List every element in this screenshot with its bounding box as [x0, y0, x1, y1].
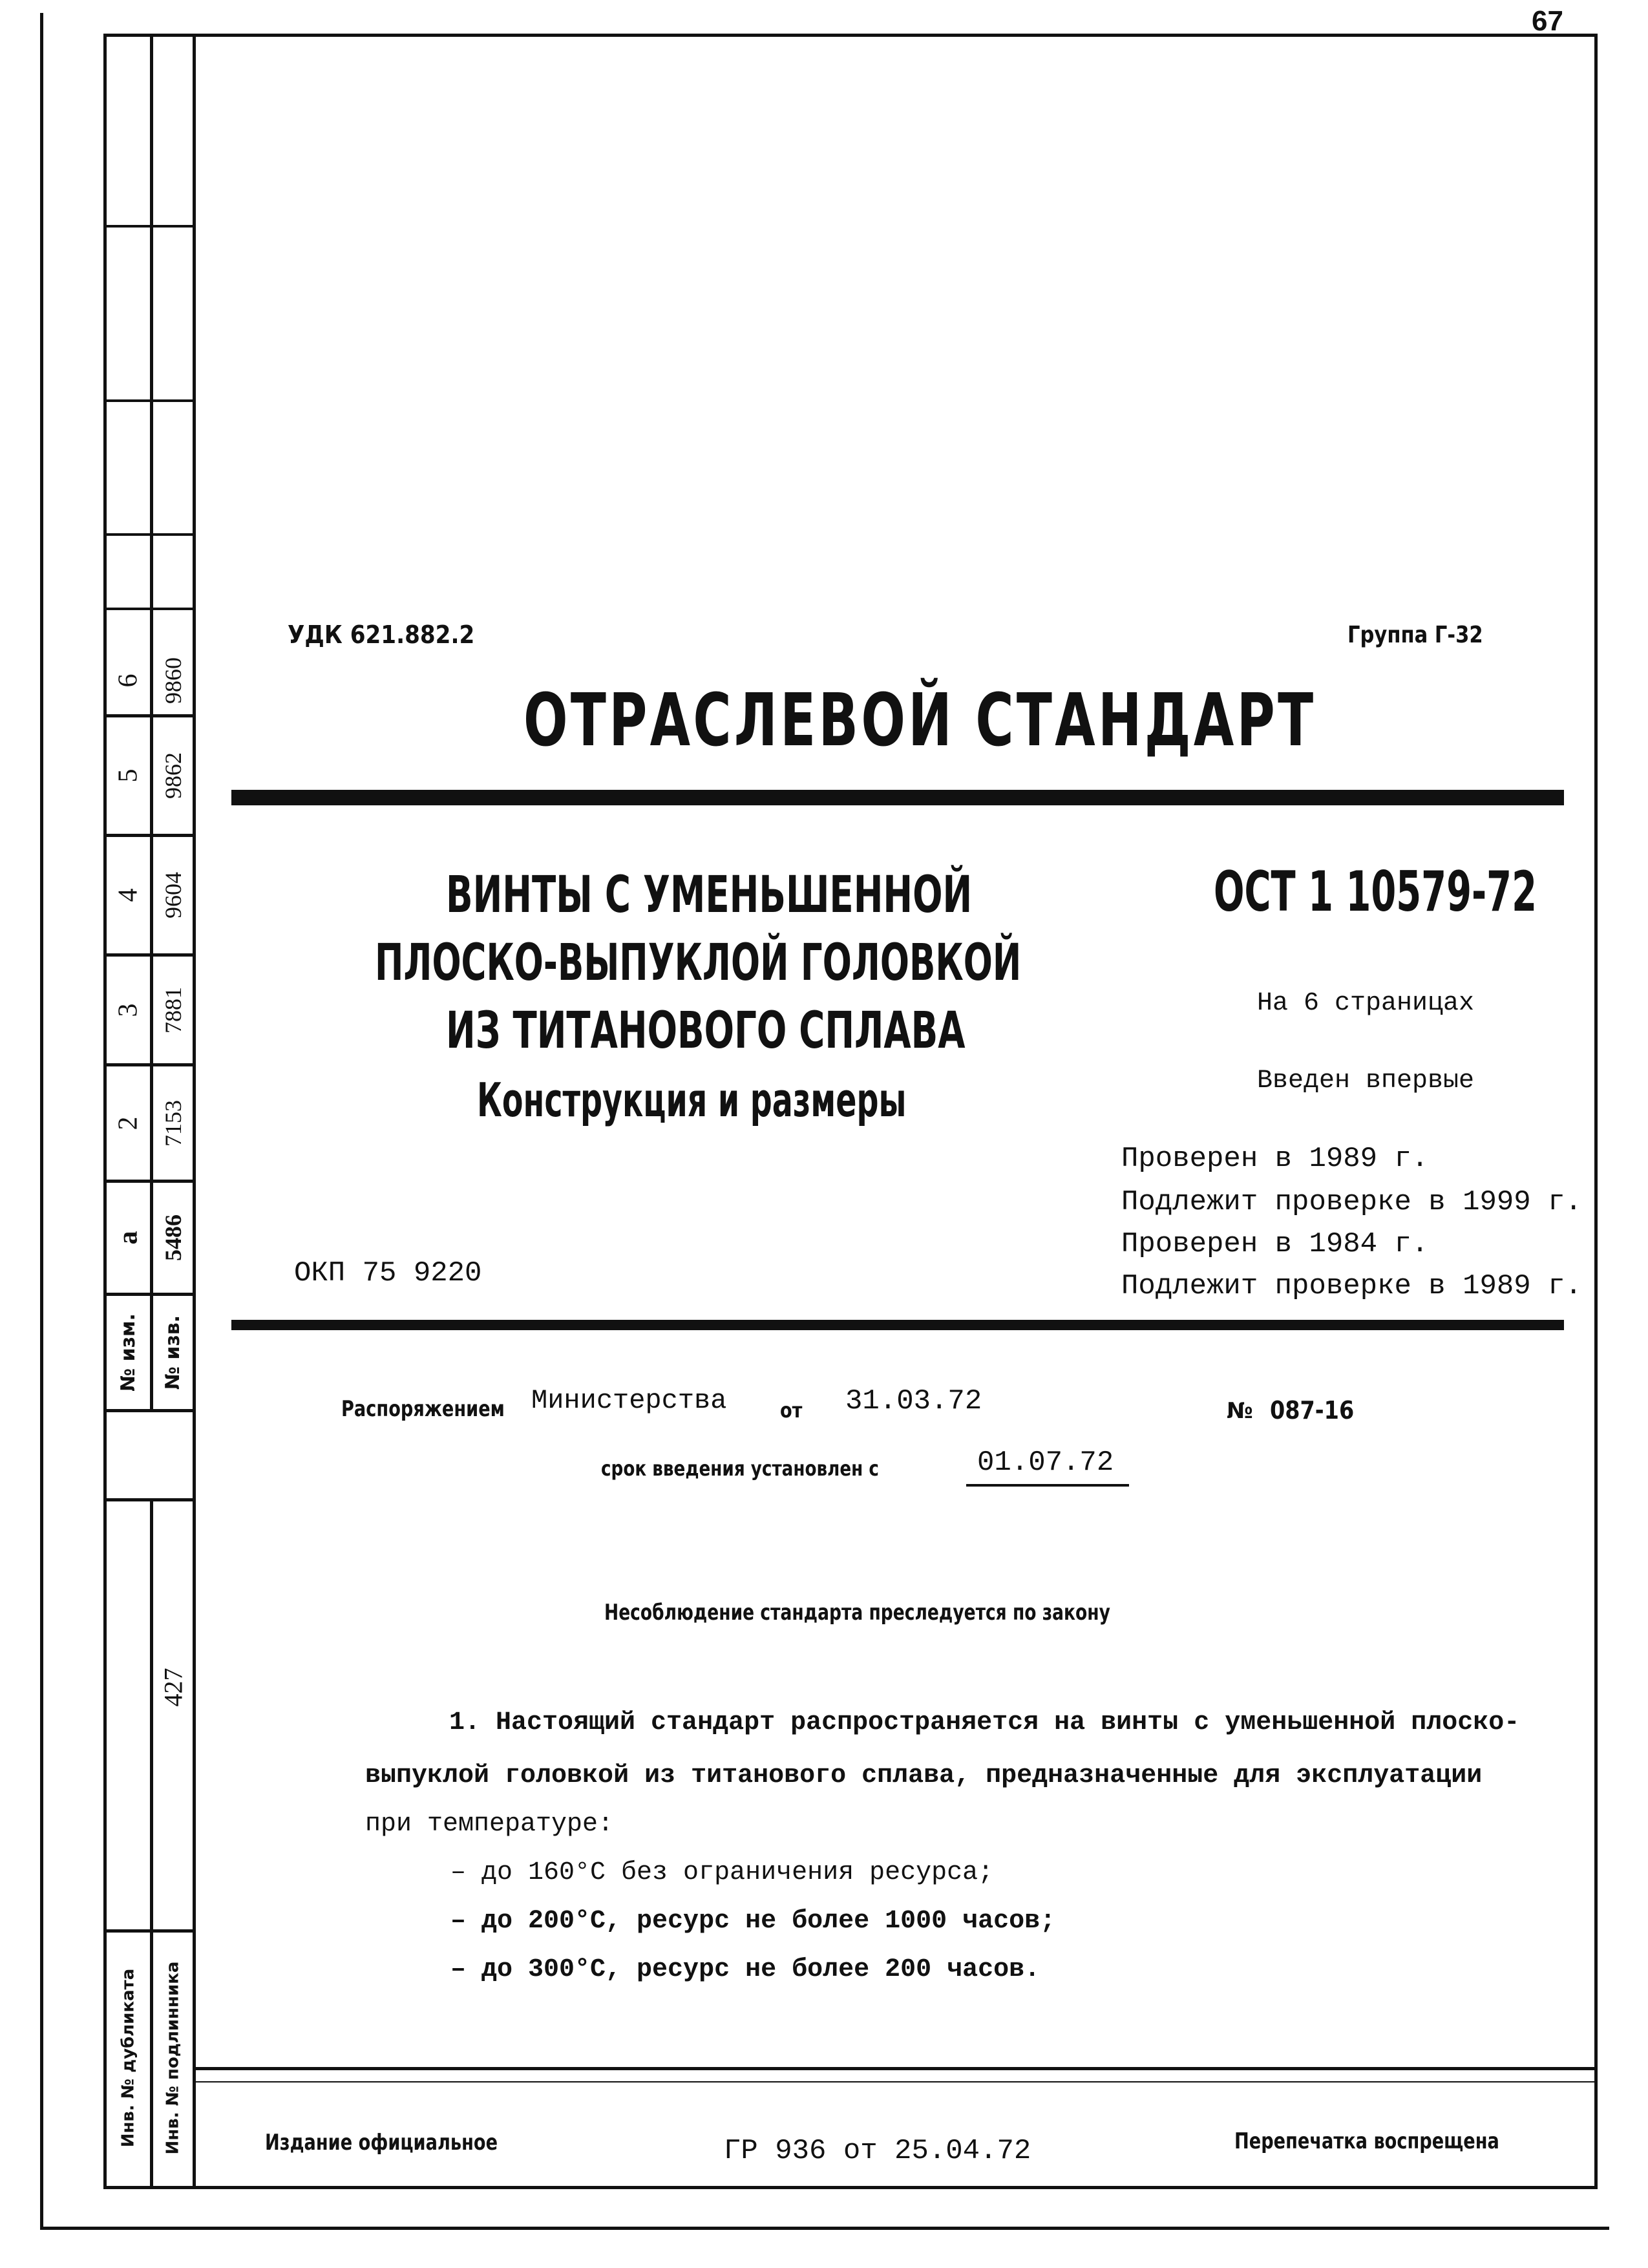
duplicate-inventory-label: Инв. № дубликата: [118, 1968, 138, 2147]
order-number-label: №: [1227, 1398, 1253, 1424]
strip-row-line: [103, 1498, 194, 1501]
notice-number-cell: 9860: [160, 657, 186, 704]
notice-number-cell: 9862: [160, 752, 186, 799]
original-inventory-value: 427: [158, 1668, 187, 1706]
revision-number-cell: 3: [113, 1003, 143, 1017]
footer-rule-thin: [193, 2081, 1595, 2083]
term-date: 01.07.72: [977, 1447, 1114, 1479]
product-name-line-2: ПЛОСКО-ВЫПУКЛОЙ ГОЛОВКОЙ: [375, 934, 1022, 992]
notice-number-cell: 9604: [160, 872, 186, 918]
term-label: срок введения установлен с: [601, 1456, 879, 1481]
document-title: ОТРАСЛЕВОЙ СТАНДАРТ: [523, 679, 1316, 763]
scope-paragraph-line-1: 1. Настоящий стандарт распространяется на винты с уменьшенной плоско-: [449, 1708, 1520, 1737]
revision-number-cell: 4: [113, 888, 143, 902]
left-outer-border: [40, 13, 43, 2230]
order-date: 31.03.72: [845, 1385, 982, 1417]
strip-row-line: [103, 608, 194, 610]
legal-warning: Несоблюдение стандарта преследуется по закону: [604, 1600, 1110, 1626]
check-line: Проверен в 1984 г.: [1121, 1228, 1429, 1260]
page-count: На 6 страницах: [1257, 989, 1475, 1018]
original-inventory-label: Инв. № подлинника: [163, 1961, 183, 2154]
order-label: Распоряжением: [341, 1396, 505, 1422]
scope-item: – до 300°С, ресурс не более 200 часов.: [450, 1955, 1041, 1984]
strip-right-edge: [193, 34, 196, 2186]
revision-number-cell: а: [113, 1231, 143, 1245]
scope-paragraph-line-2: выпуклой головкой из титанового сплава, предназначенные для эксплуатации: [365, 1761, 1483, 1790]
notice-number-label: № изв.: [162, 1315, 184, 1390]
gr-registration: ГР 936 от 25.04.72: [724, 2135, 1031, 2167]
revision-number-cell: 2: [113, 1116, 143, 1130]
scope-paragraph-line-3: при температуре:: [365, 1810, 614, 1839]
strip-row-line: [103, 399, 194, 402]
notice-number-cell: 5486: [160, 1214, 186, 1261]
product-name-line-3: ИЗ ТИТАНОВОГО СПЛАВА: [446, 1002, 966, 1060]
group-code: Группа Г-32: [1347, 622, 1483, 648]
term-date-underline: [966, 1484, 1129, 1487]
check-line: Подлежит проверке в 1989 г.: [1121, 1270, 1582, 1302]
strip-row-line: [103, 533, 194, 536]
revision-number-cell: 6: [113, 673, 143, 687]
official-edition: Издание официальное: [265, 2130, 498, 2156]
top-thick-rule: [231, 790, 1564, 805]
revision-number-label: № изм.: [117, 1313, 140, 1392]
footer-rule: [193, 2067, 1595, 2070]
scope-item: – до 160°С без ограничения ресурса;: [450, 1858, 994, 1887]
middle-thick-rule: [231, 1320, 1564, 1330]
page-number: 67: [1532, 5, 1563, 37]
revision-number-cell: 5: [113, 768, 143, 783]
order-ministry: Министерства: [531, 1385, 727, 1416]
notice-number-cell: 7153: [160, 1099, 186, 1147]
strip-row-line: [103, 1409, 194, 1412]
check-line: Подлежит проверке в 1999 г.: [1121, 1186, 1582, 1218]
udk-code: УДК 621.882.2: [288, 620, 475, 649]
bottom-outer-border: [40, 2227, 1609, 2230]
product-subtitle: Конструкция и размеры: [477, 1073, 907, 1127]
check-line: Проверен в 1989 г.: [1121, 1143, 1429, 1175]
product-name-line-1: ВИНТЫ С УМЕНЬШЕННОЙ: [446, 866, 973, 924]
strip-row-line: [103, 225, 194, 228]
okp-code: ОКП 75 9220: [294, 1257, 482, 1289]
scope-item: – до 200°С, ресурс не более 1000 часов;: [450, 1907, 1056, 1936]
order-from-label: от: [780, 1398, 803, 1423]
standard-code: ОСТ 1 10579-72: [1214, 860, 1537, 924]
notice-number-cell: 7881: [160, 986, 186, 1033]
order-number: 087-16: [1270, 1396, 1355, 1425]
introduced-note: Введен впервые: [1257, 1066, 1475, 1096]
reprint-prohibited: Перепечатка воспрещена: [1234, 2128, 1499, 2154]
